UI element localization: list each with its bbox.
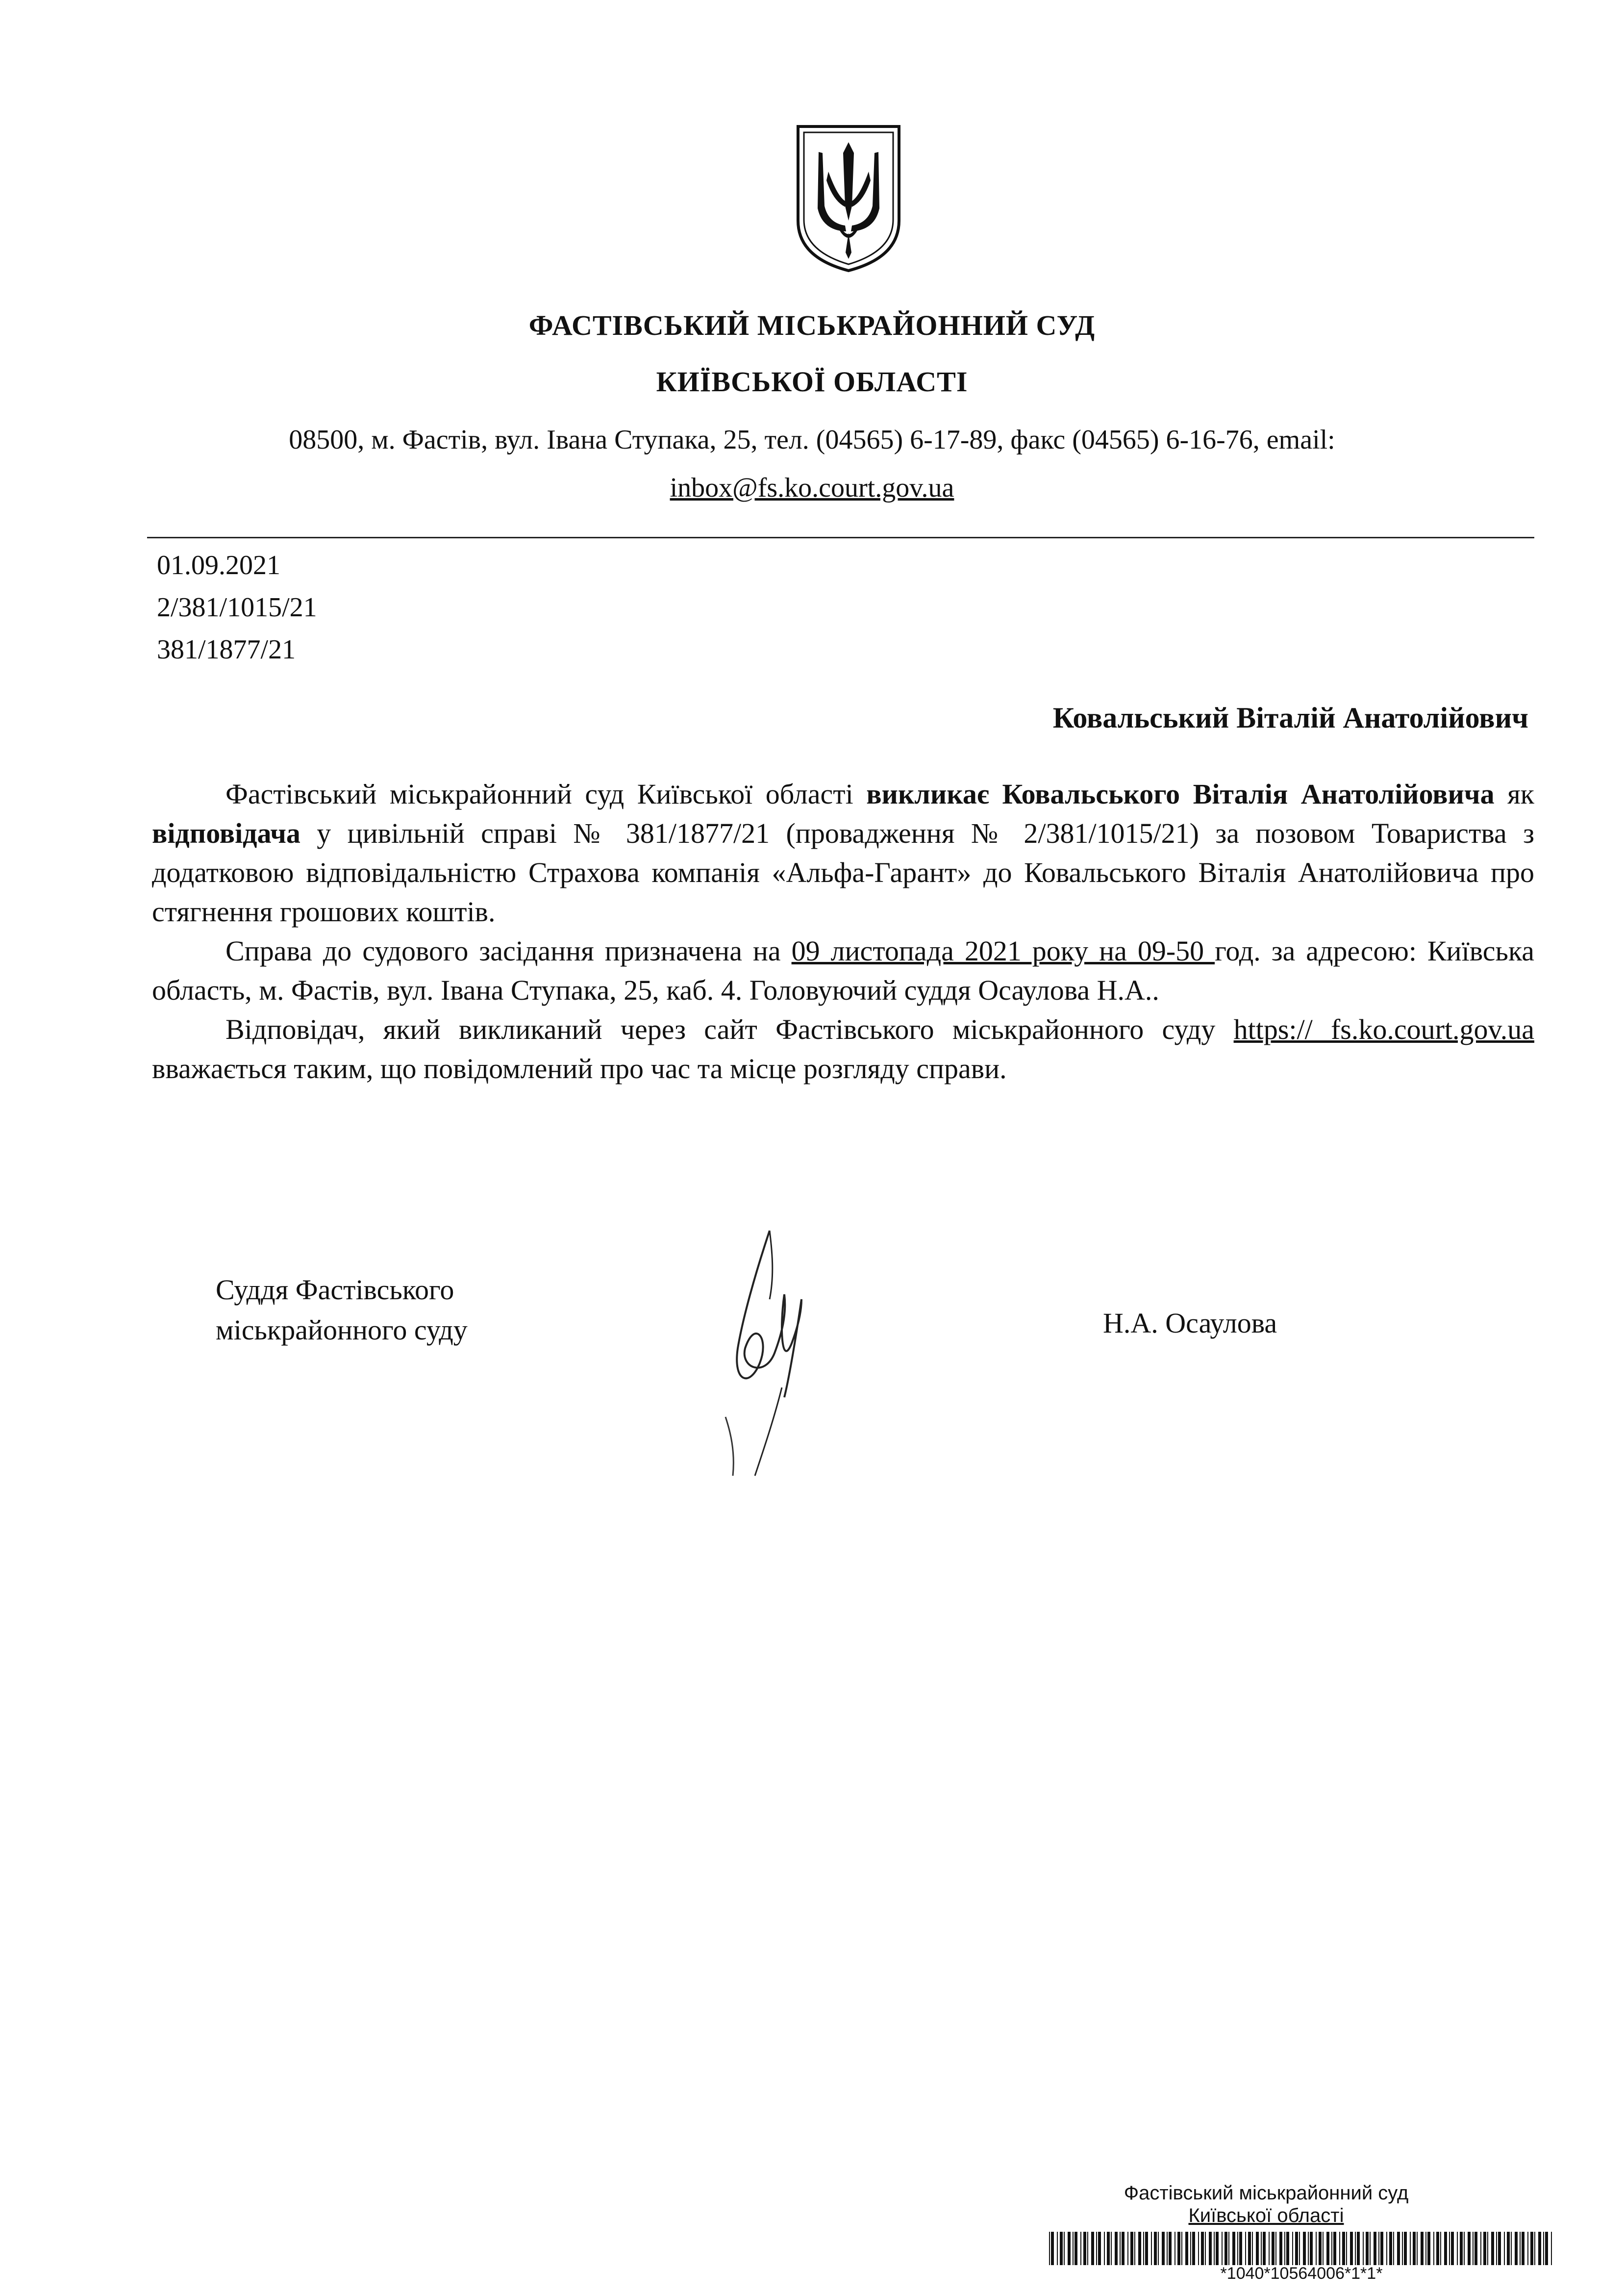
bold-text-run: викликає Ковальського Віталія Анатолійовича — [866, 778, 1495, 810]
stamp-court-line2: Київської області — [1188, 2205, 1344, 2226]
text-run: год. за адресою: Київська область, м. Фастів, вул. Івана Ступака, 25, каб. 4. Головуючий суддя Осаулова Н.А.. — [152, 935, 1534, 1006]
trident-coat-of-arms-icon — [794, 123, 903, 275]
court-name-line1: ФАСТІВСЬКИЙ МІСЬКРАЙОННИЙ СУД — [528, 309, 1096, 341]
text-run: у цивільній справі № 381/1877/21 (провадження № 2/381/1015/21) за позовом Товариства з додатковою відповідальністю Страхова компанія «Альфа-Гарант» до Ковальського Віталія Анатолійовича про стягнення грошових коштів. — [152, 817, 1534, 928]
judge-title-line1: Суддя Фастівського — [216, 1274, 454, 1306]
court-address-line: 08500, м. Фастів, вул. Івана Ступака, 25, тел. (04565) 6-17-89, факс (04565) 6-16-76, email: — [289, 425, 1335, 455]
court-email-link[interactable]: inbox@fs.ko.court.gov.ua — [670, 473, 954, 503]
document-date: 01.09.2021 — [157, 550, 280, 580]
addressee-name: Ковальський Віталій Анатолійович — [1052, 702, 1528, 734]
judge-title — [216, 1270, 468, 1350]
text-run: вважається таким, що повідомлений про час та місце розгляду справи. — [152, 1053, 1007, 1085]
court-name-line2: КИЇВСЬКОЇ ОБЛАСТІ — [656, 366, 968, 398]
judge-name: Н.А. Осаулова — [1103, 1307, 1277, 1339]
document-barcode — [1049, 2232, 1554, 2265]
judge-title-line2: міськрайонного суду — [216, 1314, 468, 1346]
header-divider — [147, 537, 1534, 538]
text-run: Фастівський міськрайонний суд Київської області — [225, 778, 867, 810]
court-website-link[interactable]: https:// fs.ko.court.gov.ua — [1233, 1013, 1534, 1045]
text-run: як — [1494, 778, 1534, 810]
court-stamp-label — [1095, 2182, 1438, 2227]
handwritten-signature — [696, 1221, 843, 1495]
text-run: Справа до судового засідання призначена на — [225, 935, 792, 967]
bold-text-run: відповідача — [152, 817, 300, 849]
body-paragraph-hearing — [152, 932, 1534, 1010]
hearing-date-text: 09 листопада 2021 року на 09-50 — [791, 935, 1215, 967]
document-references — [157, 544, 317, 671]
text-run: Відповідач, який викликаний через сайт Фастівського міськрайонного суду — [225, 1013, 1234, 1045]
stamp-court-line1: Фастівський міськрайонний суд — [1124, 2182, 1409, 2204]
case-number: 381/1877/21 — [157, 634, 296, 665]
barcode-number: *1040*10564006*1*1* — [1220, 2264, 1383, 2283]
letter-body — [152, 775, 1534, 1088]
body-paragraph-notice — [152, 1010, 1534, 1088]
body-paragraph-summons — [152, 775, 1534, 932]
court-contact-block — [147, 416, 1477, 512]
proceeding-number: 2/381/1015/21 — [157, 592, 317, 623]
